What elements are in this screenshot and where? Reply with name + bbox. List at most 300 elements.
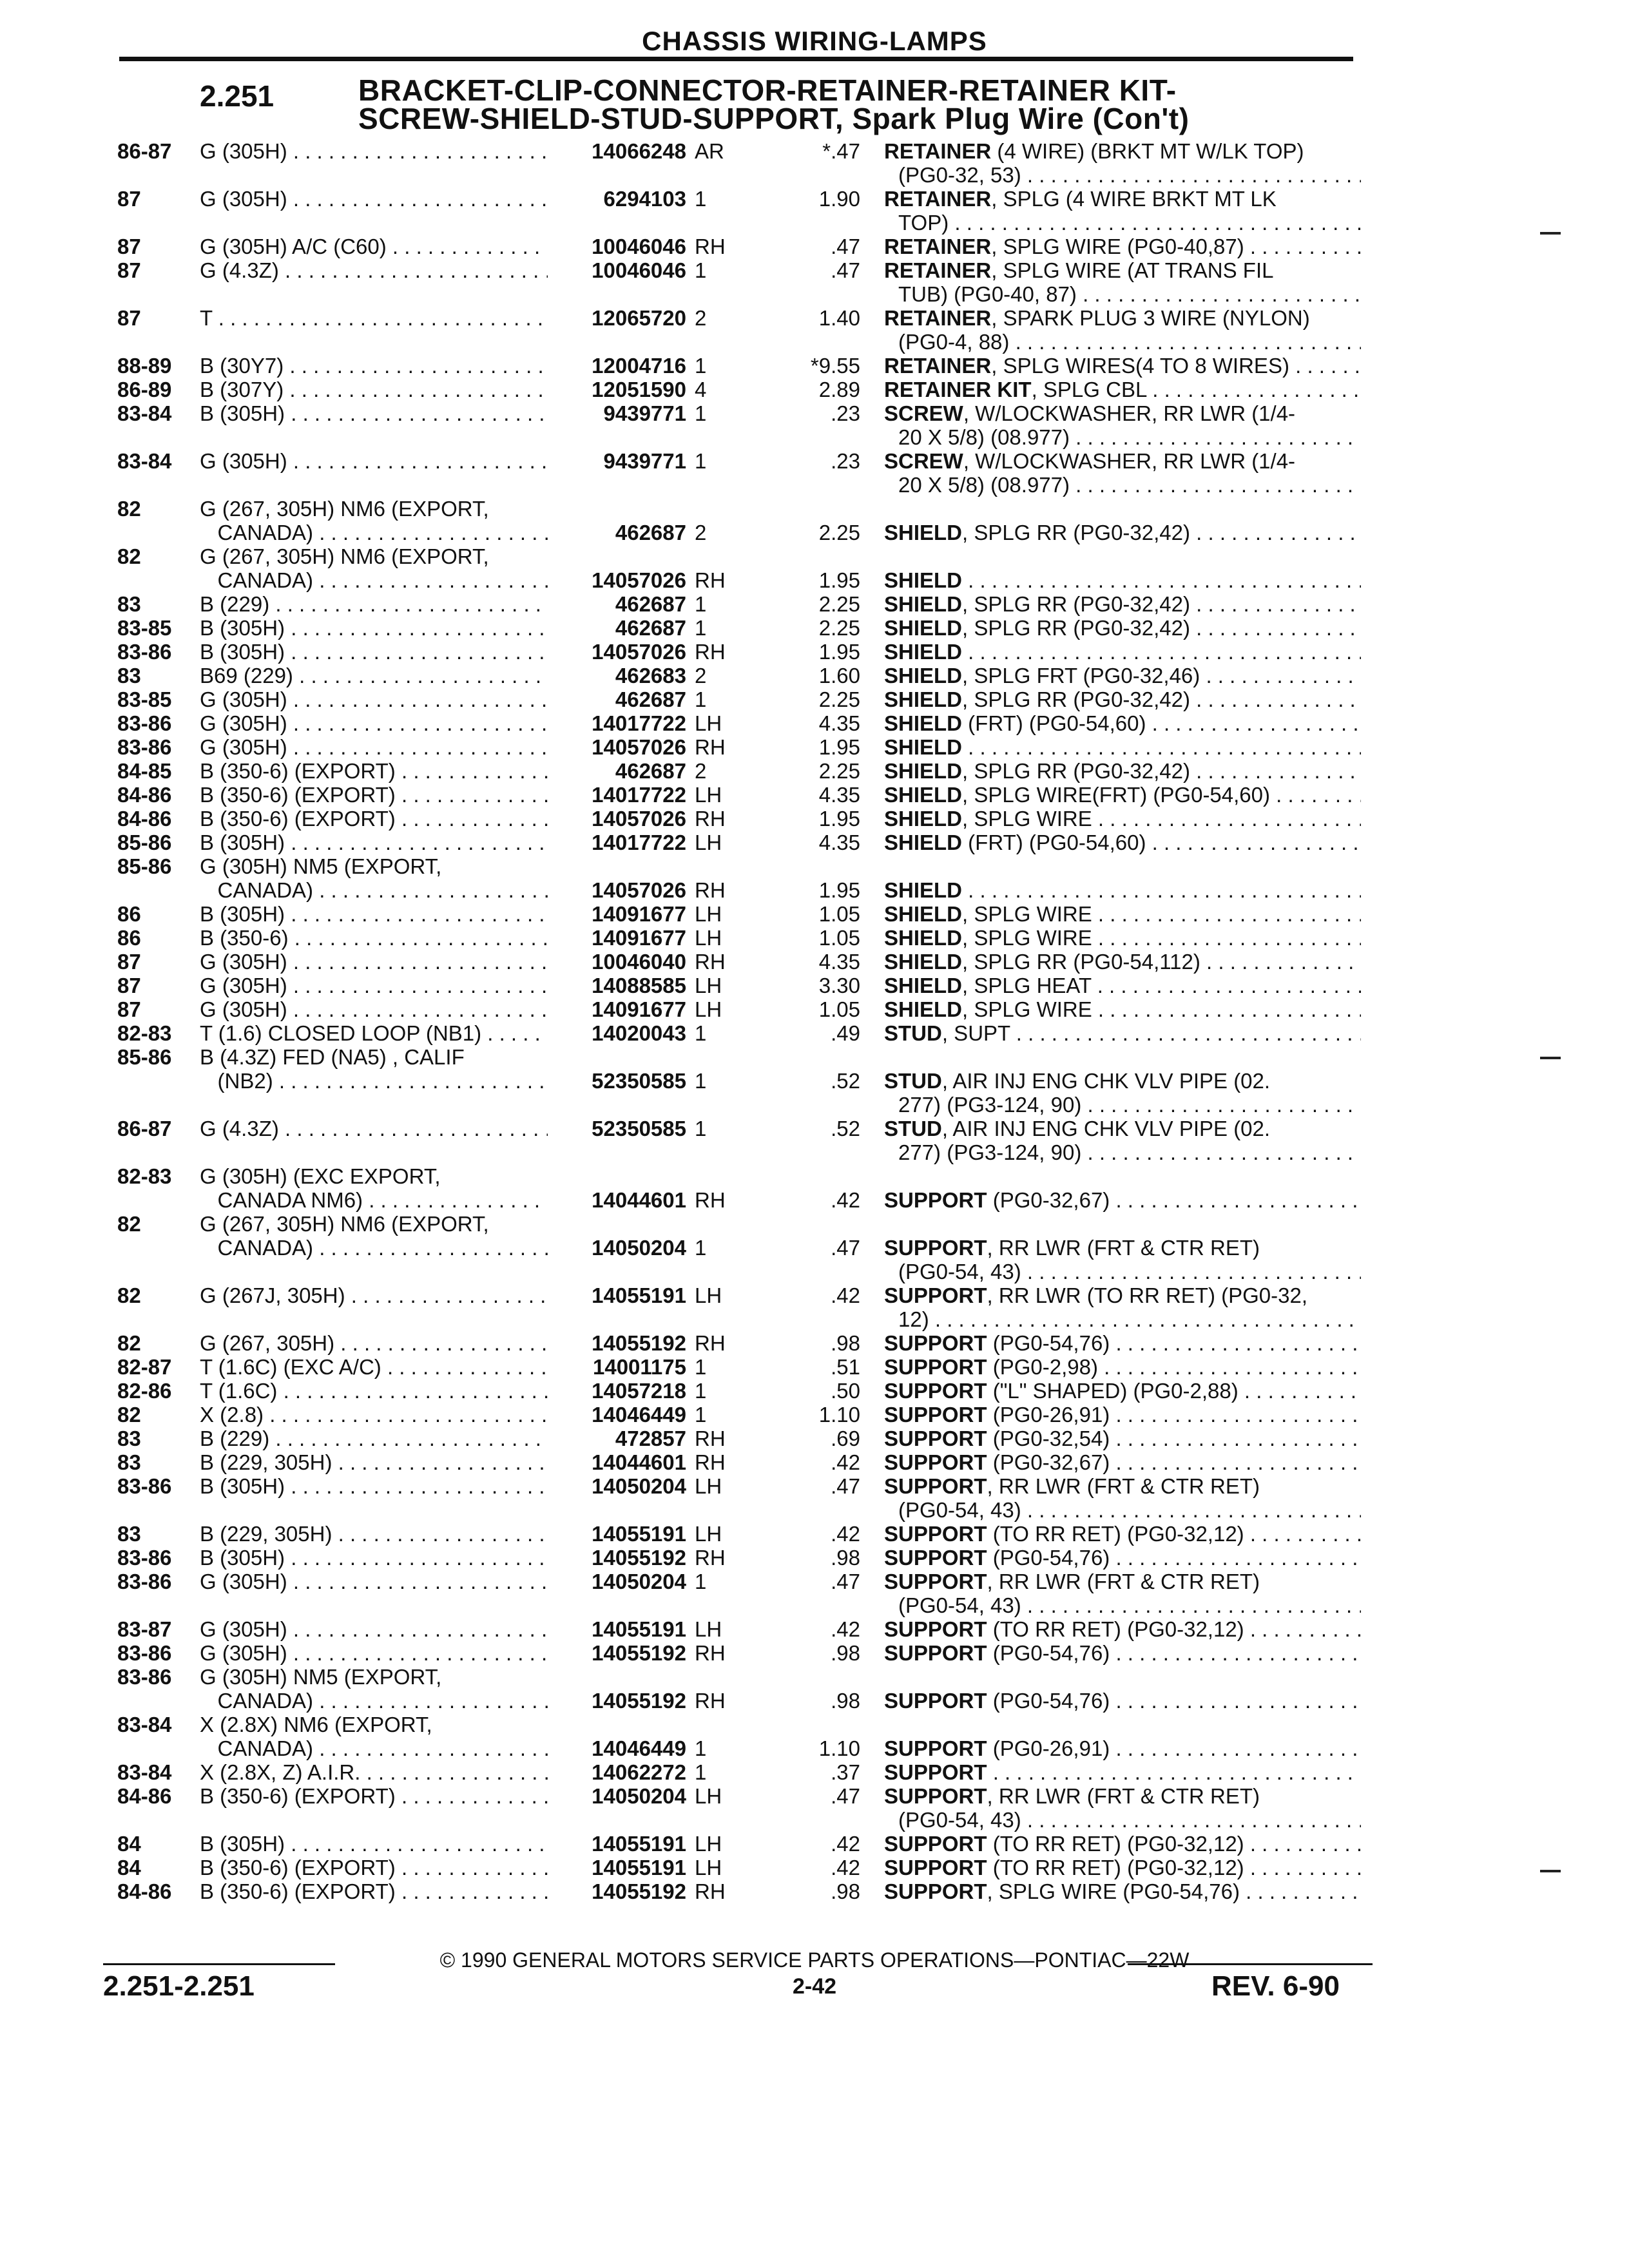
description <box>884 735 1361 759</box>
part-number: 14057218 <box>592 1379 686 1403</box>
price: 1.10 <box>818 1736 860 1760</box>
application: B (4.3Z) FED (NA5) , CALIF <box>200 1045 465 1069</box>
description <box>884 1546 1361 1570</box>
part-row <box>0 235 1629 258</box>
part-row <box>0 902 1629 926</box>
application: G (305H) . . . <box>200 1641 548 1665</box>
quantity: LH <box>695 1474 722 1498</box>
description-keyword: SCREW <box>884 401 963 425</box>
quantity: LH <box>695 926 722 950</box>
description <box>884 1474 1361 1498</box>
description <box>884 807 1361 831</box>
part-row <box>0 497 1629 521</box>
application: B69 (229) . . . <box>200 664 548 687</box>
description-detail: , SPLG WIRE <box>962 807 1092 831</box>
part-row <box>0 1522 1629 1546</box>
application: G (305H) . . . <box>200 974 548 997</box>
application: X (2.8X, Z) A.I.R. . . . <box>200 1760 548 1784</box>
price: .23 <box>831 401 860 425</box>
description-detail: (TO RR RET) (PG0-32,12) <box>987 1856 1244 1879</box>
description-detail: (PG0-32,54) <box>987 1427 1110 1450</box>
application: G (267, 305H) NM6 (EXPORT, <box>200 1212 489 1236</box>
description-keyword: SHIELD <box>884 521 963 544</box>
description-detail: (TO RR RET) (PG0-32,12) <box>987 1522 1244 1546</box>
description-detail: , SPLG RR (PG0-54,112) <box>962 950 1200 974</box>
description-keyword: SUPPORT <box>884 1427 987 1450</box>
quantity: LH <box>695 997 722 1021</box>
description-keyword: SHIELD <box>884 711 963 735</box>
description <box>884 1069 1361 1093</box>
part-row <box>0 592 1629 616</box>
part-row <box>0 616 1629 640</box>
application: X (2.8X) NM6 (EXPORT, <box>200 1713 432 1736</box>
description-detail: , SUPT <box>941 1021 1010 1045</box>
part-number: 462687 <box>615 687 686 711</box>
model-years: 83-86 <box>117 1546 172 1570</box>
part-row <box>0 735 1629 759</box>
description-keyword: SUPPORT <box>884 1736 987 1760</box>
price: .23 <box>831 449 860 473</box>
part-row <box>0 926 1629 950</box>
description-keyword: SUPPORT <box>884 1784 987 1808</box>
description-detail: , SPLG WIRE <box>962 997 1092 1021</box>
quantity: 1 <box>695 1117 707 1140</box>
description <box>884 950 1361 974</box>
quantity: LH <box>695 711 722 735</box>
part-row <box>0 807 1629 831</box>
model-years: 82 <box>117 497 141 521</box>
part-number: 14091677 <box>592 997 686 1021</box>
part-row <box>0 354 1629 378</box>
description-detail: , SPLG WIRE (PG0-40,87) <box>991 235 1244 258</box>
price: .37 <box>831 1760 860 1784</box>
part-row <box>0 163 1629 187</box>
model-years: 87 <box>117 950 141 974</box>
description-detail: 277) (PG3-124, 90) <box>898 1140 1082 1164</box>
application: G (305H) . . . <box>200 449 548 473</box>
application: B (305H) . . . <box>200 616 548 640</box>
application: T (1.6C) (EXC A/C) . . . <box>200 1355 548 1379</box>
margin-mark <box>1540 1057 1561 1059</box>
description-keyword: SUPPORT <box>884 1760 987 1784</box>
description-detail: , RR LWR (FRT & CTR RET) <box>987 1474 1260 1498</box>
description-keyword: SHIELD <box>884 950 963 974</box>
description <box>884 1236 1361 1260</box>
quantity: 1 <box>695 592 707 616</box>
price: 1.40 <box>818 306 860 330</box>
price: 1.90 <box>818 187 860 211</box>
model-years: 82-83 <box>117 1164 172 1188</box>
price: 1.05 <box>818 902 860 926</box>
part-row <box>0 330 1629 354</box>
description-detail: (PG0-54, 43) <box>898 1593 1021 1617</box>
description-detail: , W/LOCKWASHER, RR LWR (1/4- <box>963 449 1296 473</box>
price: 2.25 <box>818 759 860 783</box>
quantity: 1 <box>695 1760 707 1784</box>
price: .47 <box>831 1784 860 1808</box>
footer-revision: REV. 6-90 <box>1211 1970 1340 2002</box>
price: .42 <box>831 1522 860 1546</box>
part-number: 12004716 <box>592 354 686 378</box>
price: .42 <box>831 1832 860 1856</box>
model-years: 85-86 <box>117 1045 172 1069</box>
application: B (305H) . . . <box>200 902 548 926</box>
quantity: RH <box>695 1331 726 1355</box>
part-number: 10046046 <box>592 235 686 258</box>
part-number: 14055192 <box>592 1879 686 1903</box>
part-row <box>0 1260 1629 1283</box>
description-keyword: SUPPORT <box>884 1570 987 1593</box>
description <box>884 1641 1361 1665</box>
quantity: RH <box>695 735 726 759</box>
model-years: 83-86 <box>117 1641 172 1665</box>
quantity: RH <box>695 807 726 831</box>
section-title-line: BRACKET-CLIP-CONNECTOR-RETAINER-RETAINER KIT- <box>358 73 1177 107</box>
quantity: 1 <box>695 1403 707 1427</box>
description-keyword: SHIELD <box>884 592 963 616</box>
quantity: 1 <box>695 354 707 378</box>
quantity: 1 <box>695 1021 707 1045</box>
description-detail: , SPLG (4 WIRE BRKT MT LK <box>991 187 1277 211</box>
model-years: 87 <box>117 187 141 211</box>
part-row <box>0 687 1629 711</box>
description <box>884 1617 1361 1641</box>
part-row <box>0 425 1629 449</box>
application: G (305H) . . . <box>200 139 548 163</box>
application: B (229) . . . <box>200 1427 548 1450</box>
application: B (229) . . . <box>200 592 548 616</box>
description <box>884 1689 1361 1713</box>
part-row <box>0 1570 1629 1593</box>
application: T . . . <box>200 306 548 330</box>
price: .47 <box>831 1236 860 1260</box>
description-detail: , SPLG RR (PG0-32,42) <box>962 616 1190 640</box>
part-row <box>0 187 1629 211</box>
description-keyword: SUPPORT <box>884 1355 987 1379</box>
description-detail: 20 X 5/8) (08.977) <box>898 425 1070 449</box>
section-title <box>358 73 1190 135</box>
description-keyword: SHIELD <box>884 902 963 926</box>
description <box>884 759 1361 783</box>
price: .47 <box>831 1474 860 1498</box>
description-keyword: RETAINER <box>884 306 992 330</box>
part-number: 462687 <box>615 759 686 783</box>
parts-list <box>0 139 1629 1903</box>
part-number: 462687 <box>615 521 686 544</box>
model-years: 85-86 <box>117 831 172 854</box>
description-keyword: SUPPORT <box>884 1879 987 1903</box>
application: B (350-6) (EXPORT) . . . <box>200 1784 548 1808</box>
part-row <box>0 1879 1629 1903</box>
part-number: 14055191 <box>592 1283 686 1307</box>
description-detail: , SPLG RR (PG0-32,42) <box>962 592 1190 616</box>
description <box>884 1093 1361 1117</box>
application: B (30Y7) . . . <box>200 354 548 378</box>
description <box>884 1403 1361 1427</box>
model-years: 84-86 <box>117 1784 172 1808</box>
model-years: 82 <box>117 1331 141 1355</box>
description-detail: (TO RR RET) (PG0-32,12) <box>987 1617 1244 1641</box>
quantity: RH <box>695 1546 726 1570</box>
part-number: 10046046 <box>592 258 686 282</box>
description-detail: (PG0-54,76) <box>987 1546 1110 1570</box>
model-years: 84-86 <box>117 807 172 831</box>
part-number: 14055192 <box>592 1331 686 1355</box>
application: B (305H) . . . <box>200 401 548 425</box>
quantity: LH <box>695 1283 722 1307</box>
description <box>884 1808 1361 1832</box>
description-detail: , W/LOCKWASHER, RR LWR (1/4- <box>963 401 1296 425</box>
application: G (4.3Z) . . . <box>200 258 548 282</box>
description-detail: , SPLG WIRES(4 TO 8 WIRES) <box>991 354 1289 378</box>
quantity: 1 <box>695 187 707 211</box>
application: B (305H) . . . <box>200 1474 548 1498</box>
description <box>884 1879 1361 1903</box>
application: CANADA) . . . <box>200 521 548 544</box>
quantity: 1 <box>695 1236 707 1260</box>
description-detail: , SPLG WIRE (PG0-54,76) <box>987 1879 1240 1903</box>
model-years: 87 <box>117 235 141 258</box>
part-row <box>0 1212 1629 1236</box>
price: 1.10 <box>818 1403 860 1427</box>
quantity: LH <box>695 831 722 854</box>
description <box>884 1331 1361 1355</box>
application: G (4.3Z) . . . <box>200 1117 548 1140</box>
description <box>884 1832 1361 1856</box>
description-detail: (FRT) (PG0-54,60) <box>962 831 1146 854</box>
part-number: 14055191 <box>592 1522 686 1546</box>
model-years: 84-86 <box>117 1879 172 1903</box>
part-row <box>0 1546 1629 1570</box>
model-years: 82-87 <box>117 1355 172 1379</box>
price: .42 <box>831 1617 860 1641</box>
description-detail: TOP) <box>898 211 949 235</box>
price: 1.95 <box>818 878 860 902</box>
part-number: 6294103 <box>603 187 686 211</box>
part-number: 14017722 <box>592 831 686 854</box>
description-detail: (PG0-26,91) <box>987 1736 1110 1760</box>
part-row <box>0 544 1629 568</box>
description-keyword: SUPPORT <box>884 1641 987 1665</box>
description-keyword: SHIELD <box>884 664 963 687</box>
model-years: 82 <box>117 1403 141 1427</box>
part-row <box>0 1736 1629 1760</box>
footer-section-range: 2.251-2.251 <box>103 1970 255 2002</box>
description-keyword: SUPPORT <box>884 1856 987 1879</box>
part-row <box>0 1713 1629 1736</box>
application: G (305H) NM5 (EXPORT, <box>200 1665 442 1689</box>
description-detail: , AIR INJ ENG CHK VLV PIPE (02. <box>941 1117 1271 1140</box>
description-keyword: RETAINER <box>884 139 992 163</box>
part-row <box>0 1760 1629 1784</box>
model-years: 83-85 <box>117 616 172 640</box>
price: .42 <box>831 1450 860 1474</box>
quantity: 1 <box>695 1379 707 1403</box>
description-detail: , AIR INJ ENG CHK VLV PIPE (02. <box>941 1069 1271 1093</box>
description <box>884 1856 1361 1879</box>
part-row <box>0 997 1629 1021</box>
part-row <box>0 1355 1629 1379</box>
description-detail: , SPLG RR (PG0-32,42) <box>962 759 1190 783</box>
part-row <box>0 1140 1629 1164</box>
description-detail: 12) <box>898 1307 929 1331</box>
description-keyword: SHIELD <box>884 878 963 902</box>
quantity: LH <box>695 1784 722 1808</box>
application: G (305H) (EXC EXPORT, <box>200 1164 441 1188</box>
part-row <box>0 1427 1629 1450</box>
application: T (1.6) CLOSED LOOP (NB1) . . . <box>200 1021 548 1045</box>
part-number: 462687 <box>615 616 686 640</box>
description-detail: (TO RR RET) (PG0-32,12) <box>987 1832 1244 1856</box>
application: B (305H) . . . <box>200 1832 548 1856</box>
price: .42 <box>831 1188 860 1212</box>
application: G (305H) A/C (C60) . . . <box>200 235 548 258</box>
price: 4.35 <box>818 783 860 807</box>
price: *.47 <box>822 139 860 163</box>
price: 2.25 <box>818 592 860 616</box>
application: G (267, 305H) . . . <box>200 1331 548 1355</box>
description-keyword: SUPPORT <box>884 1236 987 1260</box>
quantity: 1 <box>695 687 707 711</box>
model-years: 84 <box>117 1832 141 1856</box>
part-row <box>0 306 1629 330</box>
description <box>884 1307 1361 1331</box>
description <box>884 711 1361 735</box>
part-row <box>0 378 1629 401</box>
price: 2.89 <box>818 378 860 401</box>
description <box>884 1188 1361 1212</box>
description-keyword: SHIELD <box>884 640 963 664</box>
description-keyword: SHIELD <box>884 974 963 997</box>
description <box>884 1379 1361 1403</box>
model-years: 82 <box>117 544 141 568</box>
price: 2.25 <box>818 616 860 640</box>
description-keyword: SHIELD <box>884 926 963 950</box>
description <box>884 878 1361 902</box>
part-number: 14057026 <box>592 568 686 592</box>
part-number: 14046449 <box>592 1736 686 1760</box>
model-years: 83-86 <box>117 1665 172 1689</box>
model-years: 87 <box>117 258 141 282</box>
application: G (305H) . . . <box>200 187 548 211</box>
application: G (267, 305H) NM6 (EXPORT, <box>200 544 489 568</box>
part-row <box>0 1450 1629 1474</box>
part-number: 12051590 <box>592 378 686 401</box>
part-row <box>0 1283 1629 1307</box>
part-row <box>0 282 1629 306</box>
price: 3.30 <box>818 974 860 997</box>
price: 1.95 <box>818 568 860 592</box>
part-row <box>0 1093 1629 1117</box>
description-detail: (4 WIRE) (BRKT MT W/LK TOP) <box>991 139 1304 163</box>
quantity: LH <box>695 783 722 807</box>
application: B (350-6) (EXPORT) . . . <box>200 1879 548 1903</box>
description <box>884 1355 1361 1379</box>
price: 4.35 <box>818 831 860 854</box>
price: 1.60 <box>818 664 860 687</box>
part-number: 14044601 <box>592 1188 686 1212</box>
quantity: RH <box>695 640 726 664</box>
price: .49 <box>831 1021 860 1045</box>
description <box>884 330 1361 354</box>
part-number: 14057026 <box>592 807 686 831</box>
description-detail: (PG0-26,91) <box>987 1403 1110 1427</box>
model-years: 87 <box>117 306 141 330</box>
part-number: 9439771 <box>603 401 686 425</box>
quantity: 1 <box>695 1069 707 1093</box>
quantity: RH <box>695 1689 726 1713</box>
description-detail: (PG0-4, 88) <box>898 330 1010 354</box>
description-keyword: SUPPORT <box>884 1546 987 1570</box>
part-number: 14055191 <box>592 1832 686 1856</box>
description-detail: (PG0-32,67) <box>987 1188 1110 1212</box>
model-years: 83-84 <box>117 1713 172 1736</box>
price: .42 <box>831 1856 860 1879</box>
part-row <box>0 950 1629 974</box>
quantity: RH <box>695 1450 726 1474</box>
part-number: 14017722 <box>592 711 686 735</box>
application: B (305H) . . . <box>200 1546 548 1570</box>
application: B (350-6) (EXPORT) . . . <box>200 807 548 831</box>
model-years: 82-86 <box>117 1379 172 1403</box>
description <box>884 1117 1361 1140</box>
part-row <box>0 1045 1629 1069</box>
application: B (229, 305H) . . . <box>200 1522 548 1546</box>
model-years: 86-87 <box>117 1117 172 1140</box>
price: 1.95 <box>818 640 860 664</box>
part-row <box>0 783 1629 807</box>
application: G (305H) . . . <box>200 735 548 759</box>
quantity: 1 <box>695 1355 707 1379</box>
description-keyword: SUPPORT <box>884 1832 987 1856</box>
description-detail: , SPLG RR (PG0-32,42) <box>962 687 1190 711</box>
description-detail: , RR LWR (FRT & CTR RET) <box>987 1236 1260 1260</box>
description-keyword: RETAINER <box>884 235 992 258</box>
model-years: 83-84 <box>117 1760 172 1784</box>
quantity: LH <box>695 902 722 926</box>
footer-page-number: 2-42 <box>792 1974 837 1999</box>
price: .98 <box>831 1331 860 1355</box>
quantity: 1 <box>695 1570 707 1593</box>
description-keyword: SUPPORT <box>884 1474 987 1498</box>
description <box>884 1736 1361 1760</box>
description <box>884 831 1361 854</box>
quantity: LH <box>695 1832 722 1856</box>
model-years: 83-86 <box>117 711 172 735</box>
part-row <box>0 974 1629 997</box>
description-keyword: SUPPORT <box>884 1379 987 1403</box>
part-row <box>0 139 1629 163</box>
description-keyword: SUPPORT <box>884 1331 987 1355</box>
description-detail: (PG0-54,76) <box>987 1641 1110 1665</box>
description-detail: (PG0-54,76) <box>987 1689 1110 1713</box>
part-row <box>0 1665 1629 1689</box>
quantity: RH <box>695 878 726 902</box>
description <box>884 997 1361 1021</box>
part-row <box>0 711 1629 735</box>
application: G (305H) . . . <box>200 1617 548 1641</box>
quantity: RH <box>695 1641 726 1665</box>
description-keyword: RETAINER <box>884 187 992 211</box>
description-keyword: STUD <box>884 1117 942 1140</box>
part-number: 14044601 <box>592 1450 686 1474</box>
model-years: 84 <box>117 1856 141 1879</box>
part-row <box>0 1832 1629 1856</box>
section-number: 2.251 <box>200 79 275 113</box>
application: G (267, 305H) NM6 (EXPORT, <box>200 497 489 521</box>
part-number: 52350585 <box>592 1117 686 1140</box>
description <box>884 1021 1361 1045</box>
